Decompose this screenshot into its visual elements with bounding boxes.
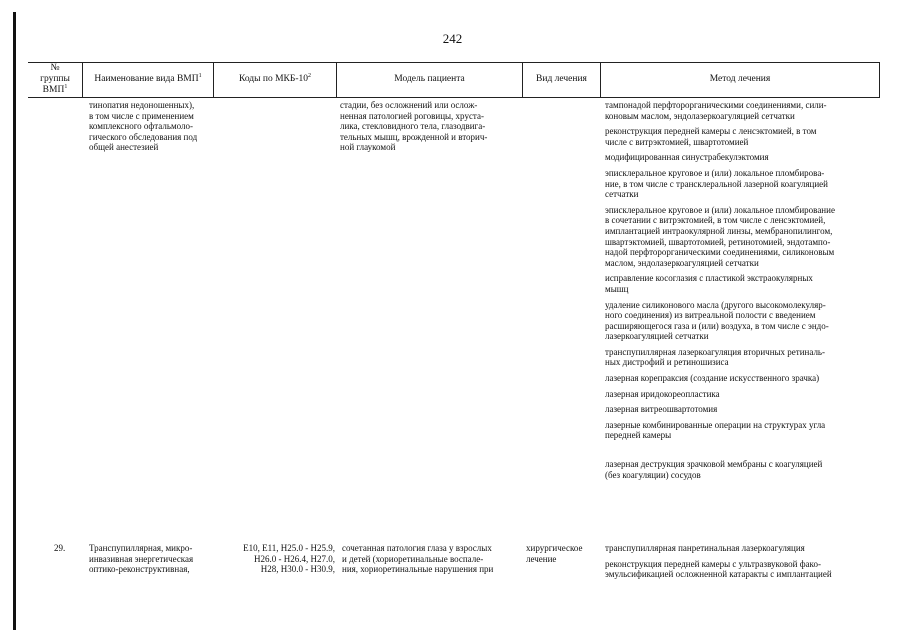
text-line: E10, E11, H25.0 - H25.9, (243, 543, 335, 553)
text-line: транспупиллярная панретинальная лазеркоагуляция (605, 543, 805, 553)
text-line: сочетанная патология глаза у взрослых (342, 543, 492, 553)
text-line: реконструкция передней камеры с ультразвуковой фако- (605, 558, 821, 569)
text-line: лазеркоагуляцией сетчатки (605, 331, 709, 342)
text-line: мышц (605, 283, 629, 294)
text-line: стадии, без осложнений или ослож- (340, 100, 478, 110)
method-item (605, 300, 879, 342)
text-line: эмульсификацией осложненной катаракты с имплантацией (605, 569, 832, 580)
row29-method-list (605, 543, 879, 585)
header-treatment-type: Вид лечения (536, 74, 587, 84)
text-line: комплексного офтальмоло- (89, 121, 194, 132)
text-line: надой перфторорганическими соединениями, силиконовым (605, 247, 835, 258)
text-line: лазерная деструкция зрачковой мембраны с коагуляцией (605, 459, 823, 470)
table-top-border (28, 62, 880, 63)
text-line: в том числе с применением (89, 110, 194, 121)
header-patient-model: Модель пациента (394, 74, 465, 84)
text-line: H28, H30.0 - H30.9, (260, 564, 335, 575)
row29-vmp-name (89, 543, 213, 575)
method-item (605, 126, 879, 147)
text-line: лазерная витреошвартотомия (605, 404, 718, 415)
cont-vmp-name (89, 100, 213, 153)
text-line: исправление косоглазия с пластикой экстраокулярных (605, 273, 813, 284)
text-line: оптико-реконструктивная, (89, 564, 190, 575)
text-line: ного соединения) из витреальной полости с введением (605, 310, 816, 321)
text-line: лика, стекловидного тела, глазодвига- (340, 121, 486, 132)
text-line: коновым маслом, эндолазеркоагуляцией сетчатки (605, 110, 795, 121)
method-item (605, 152, 879, 163)
header-group-line1: № (50, 63, 60, 73)
method-item (605, 347, 879, 368)
row29-treatment-type (526, 543, 600, 564)
page-edge-bar (13, 12, 16, 630)
text-line: Транспупиллярная, микро- (89, 543, 193, 553)
method-item (605, 543, 879, 554)
method-item (605, 168, 879, 200)
text-line: ной глаукомой (340, 142, 396, 153)
text-line: общей анестезией (89, 142, 159, 153)
text-line: ных дистрофий и ретиношизиса (605, 357, 729, 368)
text-line: сетчатки (605, 189, 639, 200)
method-item (605, 420, 879, 441)
text-line: хирургическое (526, 543, 583, 553)
text-line: тинопатия недоношенных), (89, 100, 195, 110)
cont-patient-model (340, 100, 522, 153)
text-line: передней камеры (605, 430, 672, 441)
text-line: ния, хориоретинальные нарушения при (342, 564, 494, 575)
text-line: лазерная иридокореопластика (605, 388, 720, 399)
text-line: ненная патологией роговицы, хруста- (340, 110, 484, 121)
page-number: 242 (442, 31, 463, 46)
text-line: расширяющегося газа и (или) воздуха, в том числе с эндо- (605, 320, 829, 331)
text-line: транспупиллярная лазеркоагуляция вторичных ретиналь- (605, 346, 826, 357)
text-line: имплантацией интраокулярной линзы, мембранопилингом, (605, 225, 833, 236)
row29-number: 29. (54, 543, 66, 553)
method-item (605, 559, 879, 580)
method-item (605, 273, 879, 294)
method-item (605, 205, 879, 269)
method-item (605, 404, 879, 415)
text-line: реконструкция передней камеры с ленсэктомией, в том (605, 126, 817, 137)
text-line: лазерная корепраксия (создание искусственного зрачка) (605, 373, 820, 384)
text-line: эписклеральное круговое и (или) локальное пломбирова- (605, 167, 825, 178)
cont-method-list (605, 100, 879, 485)
text-line: швартэктомией, швартотомией, ретинотомией, эндотампо- (605, 236, 831, 247)
text-line: тельных мышц, врожденной и вторич- (340, 131, 488, 142)
text-line: модифицированная синустрабекулэктомия (605, 152, 769, 163)
text-line: лечение (526, 553, 557, 564)
header-group-line2: группы (40, 74, 70, 84)
text-line: лазерные комбинированные операции на структурах угла (605, 419, 826, 430)
text-line: ние, в том числе с трансклеральной лазерной коагуляцией (605, 178, 828, 189)
text-line: числе с витрэктомией, швартотомией (605, 136, 749, 147)
text-line: в сочетании с витрэктомией, в том числе с ленсэктомией, (605, 215, 826, 226)
header-vmp-name: Наименование вида ВМП$^1$ (94, 72, 202, 84)
text-line: маслом, эндолазеркоагуляцией сетчатки (605, 257, 759, 268)
text-line: эписклеральное круговое и (или) локальное пломбирование (605, 204, 835, 215)
method-item (605, 373, 879, 384)
method-item (605, 100, 879, 121)
text-line: инвазивная энергетическая (89, 553, 194, 564)
text-line: H26.0 - H26.4, H27.0, (254, 553, 335, 564)
method-item (605, 459, 879, 480)
header-treatment-method: Метод лечения (709, 74, 771, 84)
row29-patient-model (342, 543, 522, 575)
row29-mkb-codes (214, 543, 335, 575)
text-line: удаление силиконового масла (другого высокомолекуляр- (605, 299, 826, 310)
header-divider (879, 62, 880, 98)
text-line: гического обследования под (89, 131, 198, 142)
text-line: тампонадой перфторорганическими соединениями, сили- (605, 100, 827, 110)
header-group-number (28, 63, 82, 96)
method-item (605, 389, 879, 400)
header-mkb-codes: Коды по МКБ-$10^2$ (238, 72, 312, 84)
header-bottom-border (28, 97, 880, 98)
text-line: (без коагуляции) сосудов (605, 469, 701, 480)
header-group-line3: ВМП$^1$ (42, 83, 68, 95)
text-line: и детей (хориоретинальные воспале- (342, 553, 484, 564)
